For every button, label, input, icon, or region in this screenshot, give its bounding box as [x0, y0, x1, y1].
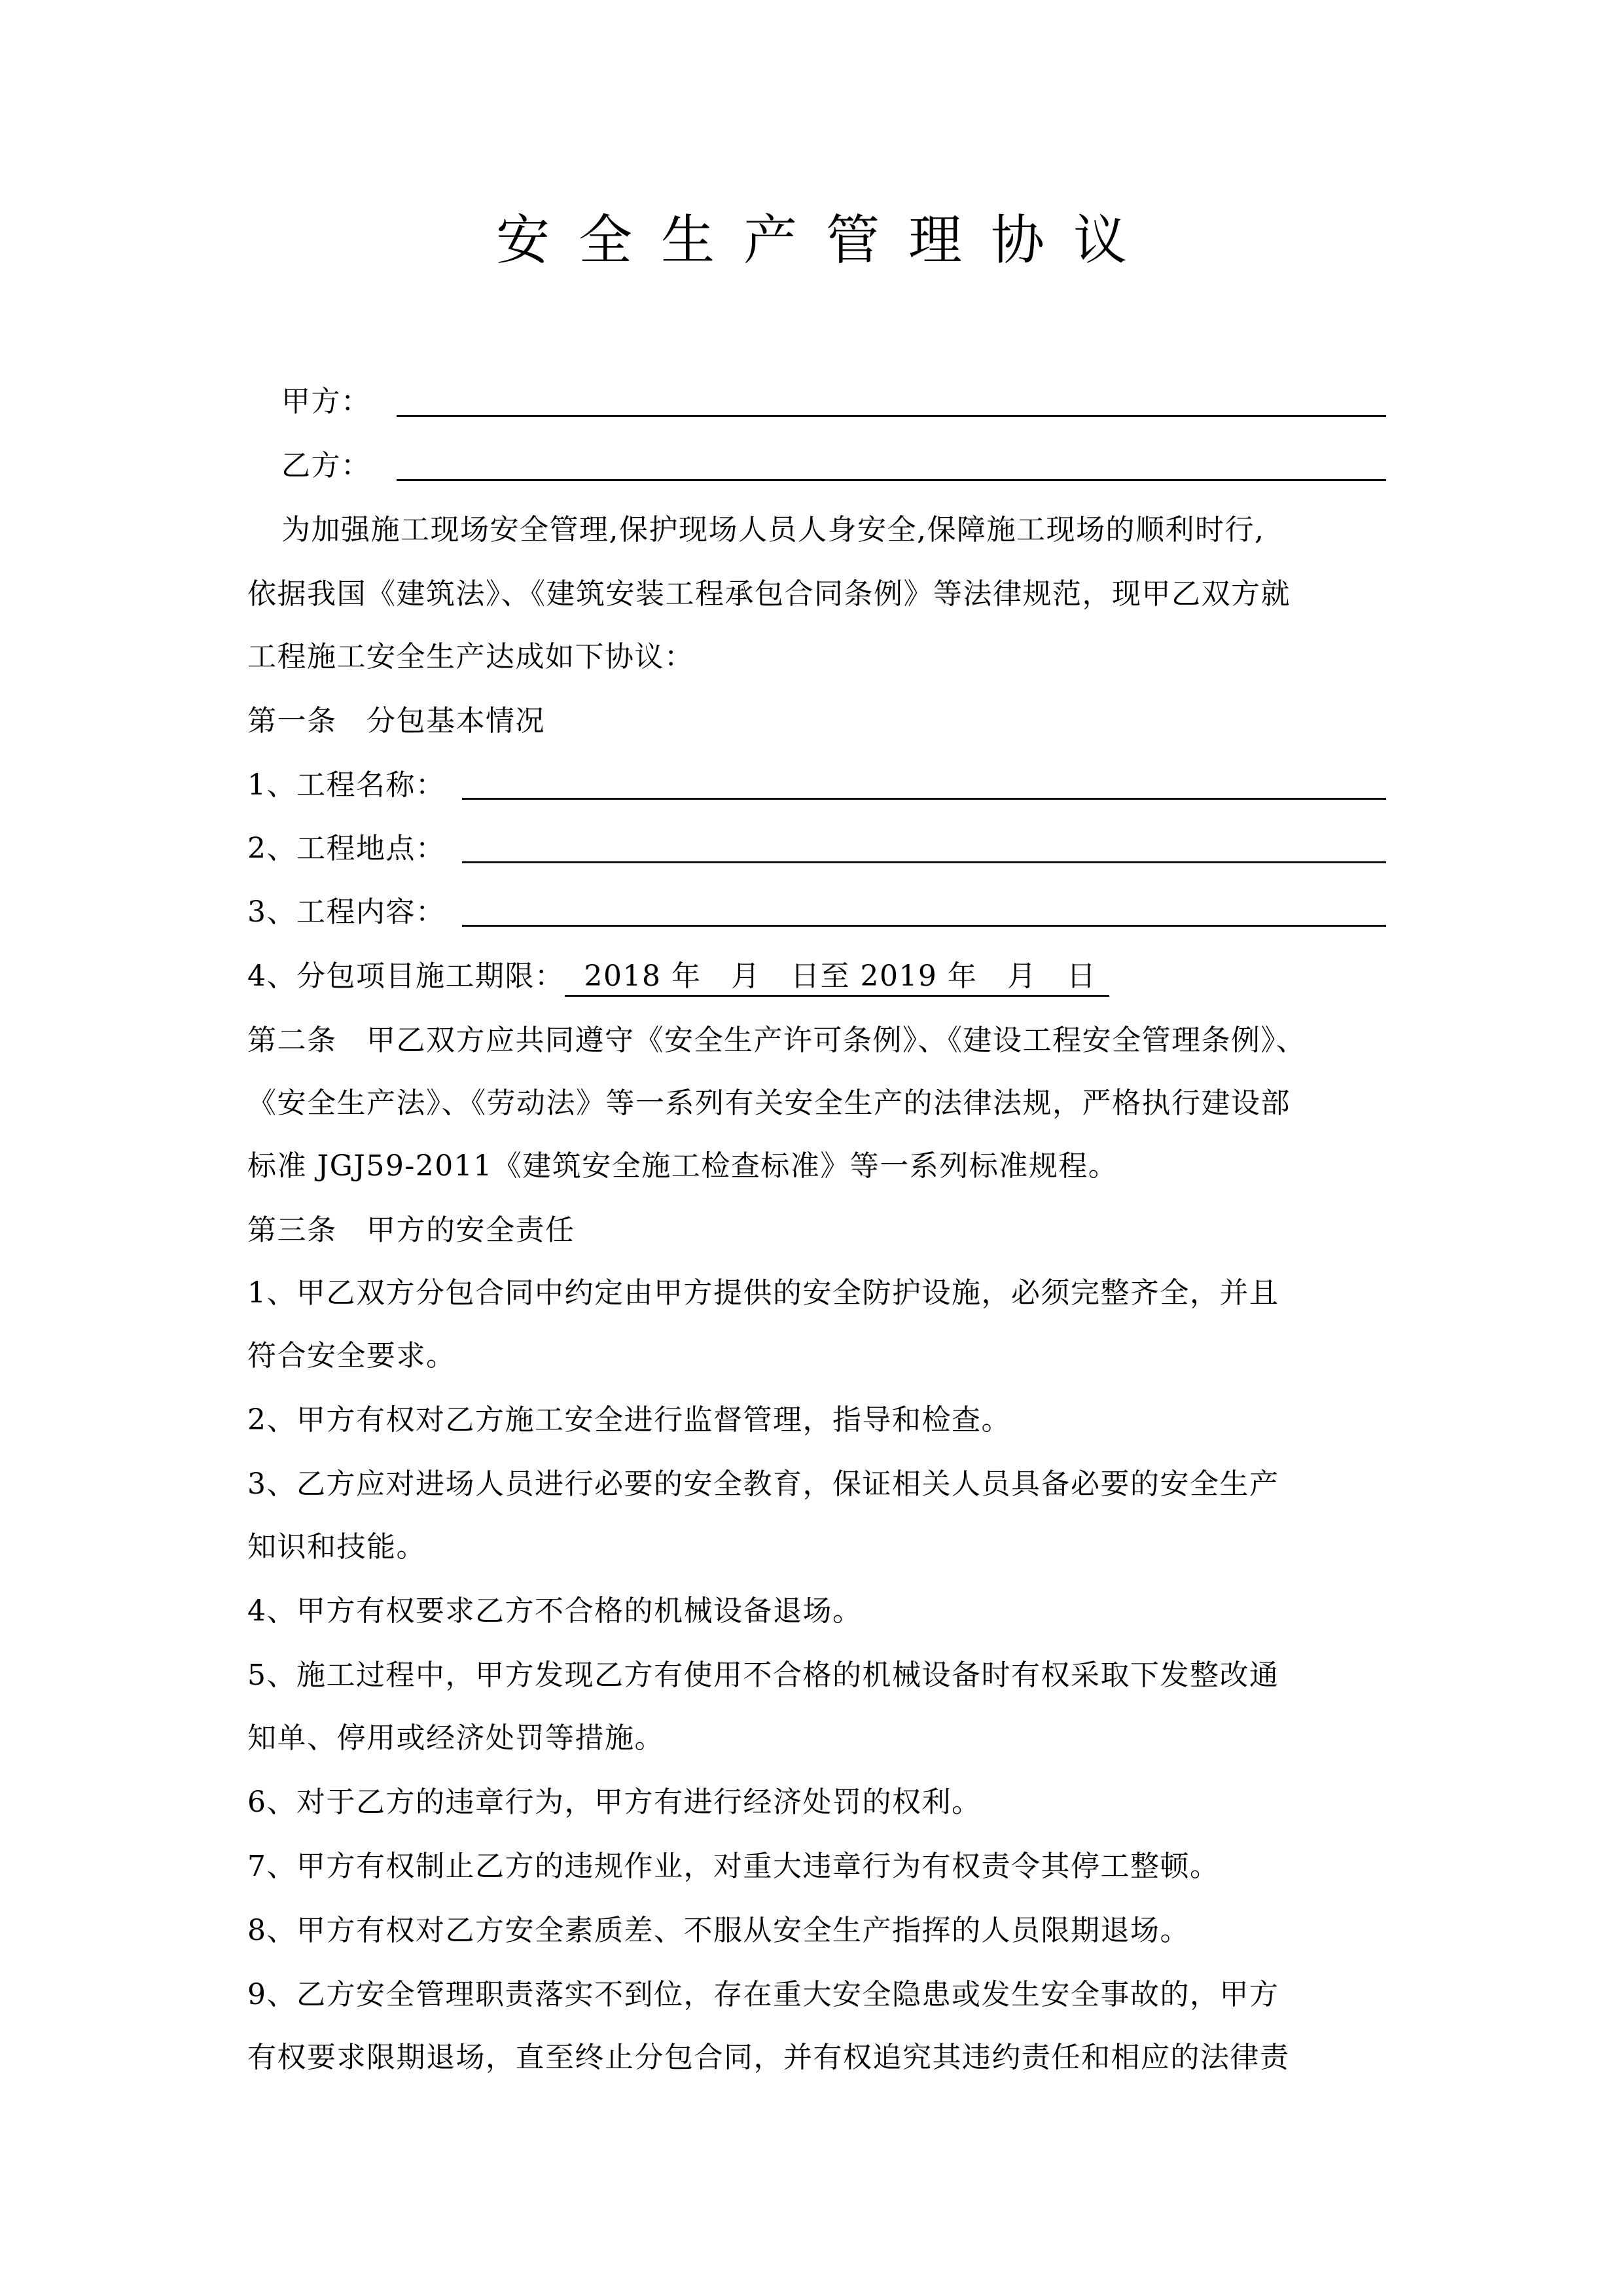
- construction-period-label: 4、分包项目施工期限：: [247, 960, 565, 993]
- intro-line-1: 为加强施工现场安全管理,保护现场人员人身安全,保障施工现场的顺利时行,: [281, 513, 1265, 547]
- article-2-line-3: 标准 JGJ59-2011《建筑安全施工检查标准》等一系列标准规程。: [247, 1149, 1118, 1183]
- document-title: 安全生产管理协议: [495, 209, 1156, 272]
- project-name-field[interactable]: [462, 798, 1386, 800]
- intro-line-3: 工程施工安全生产达成如下协议：: [247, 640, 694, 673]
- article-3-item-5-line-2: 知单、停用或经济处罚等措施。: [247, 1721, 664, 1755]
- article-3-heading: 第三条 甲方的安全责任: [247, 1213, 575, 1247]
- article-1-heading: 第一条 分包基本情况: [247, 704, 545, 738]
- intro-line-2: 依据我国《建筑法》、《建筑安装工程承包合同条例》等法律规范，现甲乙双方就: [247, 577, 1291, 611]
- project-location-label: 2、工程地点：: [247, 832, 446, 865]
- article-3-item-4: 4、甲方有权要求乙方不合格的机械设备退场。: [247, 1594, 863, 1628]
- article-3-item-3-line-2: 知识和技能。: [247, 1530, 426, 1564]
- project-location-field[interactable]: [462, 861, 1386, 863]
- party-b-label: 乙方：: [281, 449, 371, 482]
- construction-period-row: [247, 957, 1109, 997]
- article-3-item-3-line-1: 3、乙方应对进场人员进行必要的安全教育，保证相关人员具备必要的安全生产: [247, 1467, 1279, 1501]
- article-3-item-2: 2、甲方有权对乙方施工安全进行监督管理，指导和检查。: [247, 1403, 1011, 1437]
- construction-period-field[interactable]: 2018 年 月 日至 2019 年 月 日: [565, 958, 1110, 997]
- article-3-item-9-line-2: 有权要求限期退场，直至终止分包合同，并有权追究其违约责任和相应的法律责: [247, 2041, 1290, 2074]
- party-a-label: 甲方：: [281, 385, 371, 418]
- article-3-item-8: 8、甲方有权对乙方安全素质差、不服从安全生产指挥的人员限期退场。: [247, 1914, 1190, 1947]
- article-2-line-2: 《安全生产法》、《劳动法》等一系列有关安全生产的法律法规，严格执行建设部: [247, 1086, 1291, 1120]
- article-3-item-9-line-1: 9、乙方安全管理职责落实不到位，存在重大安全隐患或发生安全事故的，甲方: [247, 1978, 1279, 2011]
- party-b-field[interactable]: [397, 479, 1386, 481]
- article-3-item-7: 7、甲方有权制止乙方的违规作业，对重大违章行为有权责令其停工整顿。: [247, 1850, 1220, 1883]
- article-2-line-1: 第二条 甲乙双方应共同遵守《安全生产许可条例》、《建设工程安全管理条例》、: [247, 1024, 1306, 1057]
- article-3-item-1-line-1: 1、甲乙双方分包合同中约定由甲方提供的安全防护设施，必须完整齐全，并且: [247, 1276, 1279, 1310]
- article-3-item-5-line-1: 5、施工过程中，甲方发现乙方有使用不合格的机械设备时有权采取下发整改通: [247, 1659, 1279, 1692]
- project-content-field[interactable]: [462, 925, 1386, 927]
- project-name-label: 1、工程名称：: [247, 768, 446, 802]
- party-a-field[interactable]: [397, 415, 1386, 417]
- article-3-item-1-line-2: 符合安全要求。: [247, 1339, 456, 1372]
- article-3-item-6: 6、对于乙方的违章行为，甲方有进行经济处罚的权利。: [247, 1785, 982, 1819]
- project-content-label: 3、工程内容：: [247, 895, 446, 929]
